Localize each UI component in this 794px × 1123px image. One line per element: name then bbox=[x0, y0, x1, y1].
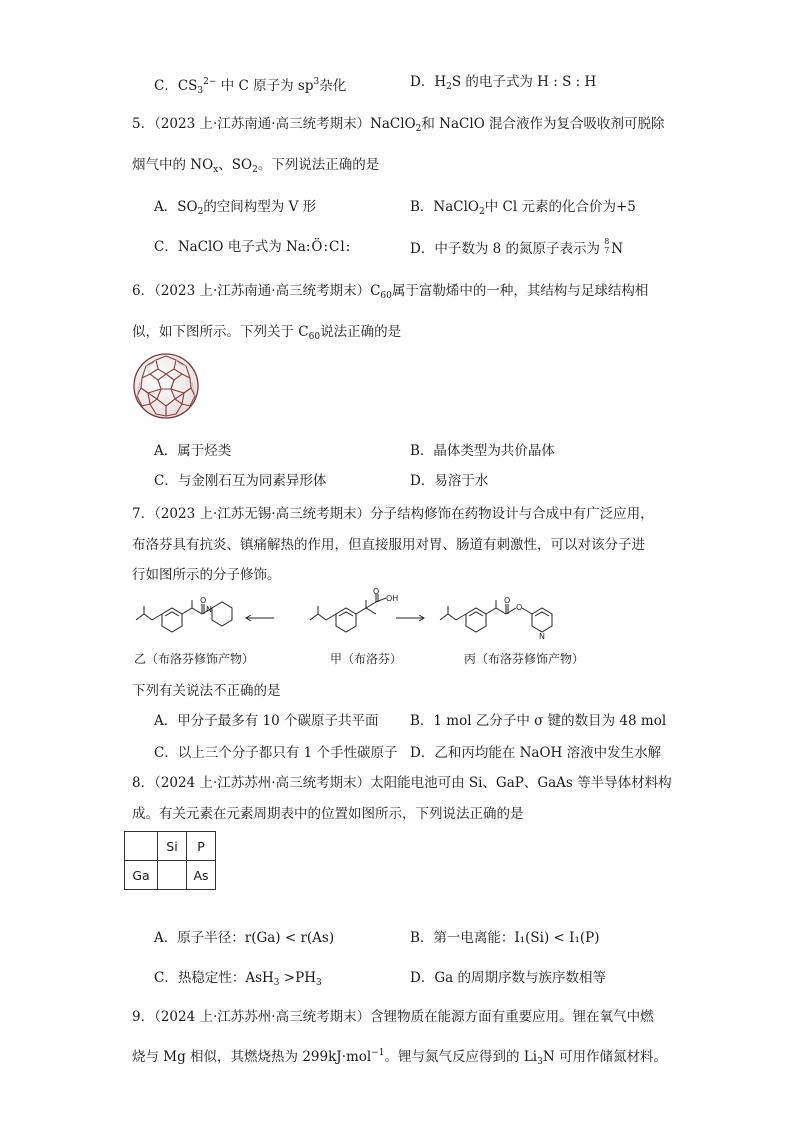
q7-stem-line2: 布洛芬具有抗炎、镇痛解热的作用，但直接服用对胃、肠道有刺激性，可以对该分子进 bbox=[132, 537, 645, 553]
q6-option-d: D．易溶于水 bbox=[410, 473, 489, 489]
chem-label-n: N bbox=[539, 632, 545, 641]
q8-option-b: B．第一电离能：I₁(Si) < I₁(P) bbox=[410, 930, 600, 946]
q5-stem-line2: 烟气中的 $NO_x$、$SO_2$。下列说法正确的是 bbox=[132, 157, 380, 175]
q6-option-a: A．属于烃类 bbox=[154, 443, 232, 459]
q7-stem-line1: 7．（2023 上·江苏无锡·高三统考期末）分子结构修饰在药物设计与合成中有广泛应用， bbox=[132, 506, 654, 522]
table-cell: P bbox=[187, 832, 216, 861]
q8-option-c: C．热稳定性：$AsH_3 >PH_3$ bbox=[154, 970, 322, 988]
nuclide-notation: 8 7 bbox=[604, 237, 610, 255]
q8-option-a: A．原子半径：r(Ga) < r(As) bbox=[154, 930, 335, 946]
q6-option-c: C．与金刚石互为同素异形体 bbox=[154, 473, 327, 489]
q7-question: 下列有关说法不正确的是 bbox=[132, 683, 281, 699]
q6-stem-line2: 似，如下图所示。下列关于 $C_{60}$说法正确的是 bbox=[132, 324, 402, 342]
table-cell: As bbox=[187, 861, 216, 890]
table-cell bbox=[125, 832, 158, 861]
q7-option-d: D．乙和丙均能在 NaOH 溶液中发生水解 bbox=[410, 745, 662, 761]
q8-option-d: D．Ga 的周期序数与族序数相等 bbox=[410, 970, 606, 986]
c60-fullerene-image bbox=[132, 352, 200, 420]
electron-formula: :Ö:Cl: bbox=[305, 239, 352, 255]
q7-option-c: C．以上三个分子都只有 1 个手性碳原子 bbox=[154, 745, 398, 761]
q5-option-a: A．$SO_2$的空间构型为 V 形 bbox=[154, 199, 317, 217]
q7-option-b: B．1 mol 乙分子中 σ 键的数目为 48 mol bbox=[410, 713, 667, 729]
q4-option-c: C．$CS_3^{2-}$ 中 C 原子为 $sp^3$杂化 bbox=[154, 77, 347, 96]
caption-yi: 乙（布洛芬修饰产物） bbox=[134, 652, 255, 666]
chem-label-oh: OH bbox=[386, 594, 399, 603]
caption-bing: 丙（布洛芬修饰产物） bbox=[464, 652, 585, 666]
q8-stem-line1: 8．（2024 上·江苏苏州·高三统考期末）太阳能电池可由 Si、GaP、GaAs 等半导体材料构 bbox=[132, 775, 672, 791]
q4-option-d: D．$H_2S$ 的电子式为 H : S : H bbox=[410, 74, 597, 92]
q5-stem-line1: 5．（2023 上·江苏南通·高三统考期末）NaClO$_2$和 NaClO 混合液作为复合吸收剂可脱除 bbox=[132, 116, 665, 134]
chem-label-o: O bbox=[373, 587, 380, 596]
q9-stem-line1: 9．（2024 上·江苏苏州·高三统考期末）含锂物质在能源方面有重要应用。锂在氧气中燃 bbox=[132, 1009, 654, 1025]
q6-option-b: B．晶体类型为共价晶体 bbox=[410, 443, 555, 459]
table-cell bbox=[158, 861, 187, 890]
chem-label-o: O bbox=[200, 596, 207, 605]
q6-stem-line1: 6．（2023 上·江苏南通·高三统考期末）$C_{60}$属于富勒烯中的一种，其结构与足球结构相 bbox=[132, 283, 649, 301]
periodic-table-fragment bbox=[124, 831, 216, 890]
q7-option-a: A．甲分子最多有 10 个碳原子共平面 bbox=[154, 713, 379, 729]
q5-option-b: B．NaClO$_2$中 Cl 元素的化合价为+5 bbox=[410, 199, 636, 217]
q7-stem-line3: 行如图所示的分子修饰。 bbox=[132, 567, 281, 583]
q5-option-c: C．NaClO 电子式为 Na:Ö:Cl: bbox=[154, 239, 352, 255]
table-cell: Si bbox=[158, 832, 187, 861]
q8-stem-line2: 成。有关元素在元素周期表中的位置如图所示，下列说法正确的是 bbox=[132, 806, 524, 822]
chem-label-o: O bbox=[516, 603, 523, 612]
chem-label-n: N bbox=[206, 605, 212, 614]
table-cell: Ga bbox=[125, 861, 158, 890]
chem-label-o: O bbox=[504, 596, 511, 605]
q5-option-d: D．中子数为 8 的氮原子表示为 8 7 N bbox=[410, 237, 624, 257]
caption-jia: 甲（布洛芬） bbox=[330, 652, 403, 666]
q9-stem-line2: 烧与 Mg 相似，其燃烧热为 299kJ·mol$^{-1}$。锂与氮气反应得到的 $Li_3N$ 可用作储氮材料。 bbox=[132, 1048, 667, 1067]
